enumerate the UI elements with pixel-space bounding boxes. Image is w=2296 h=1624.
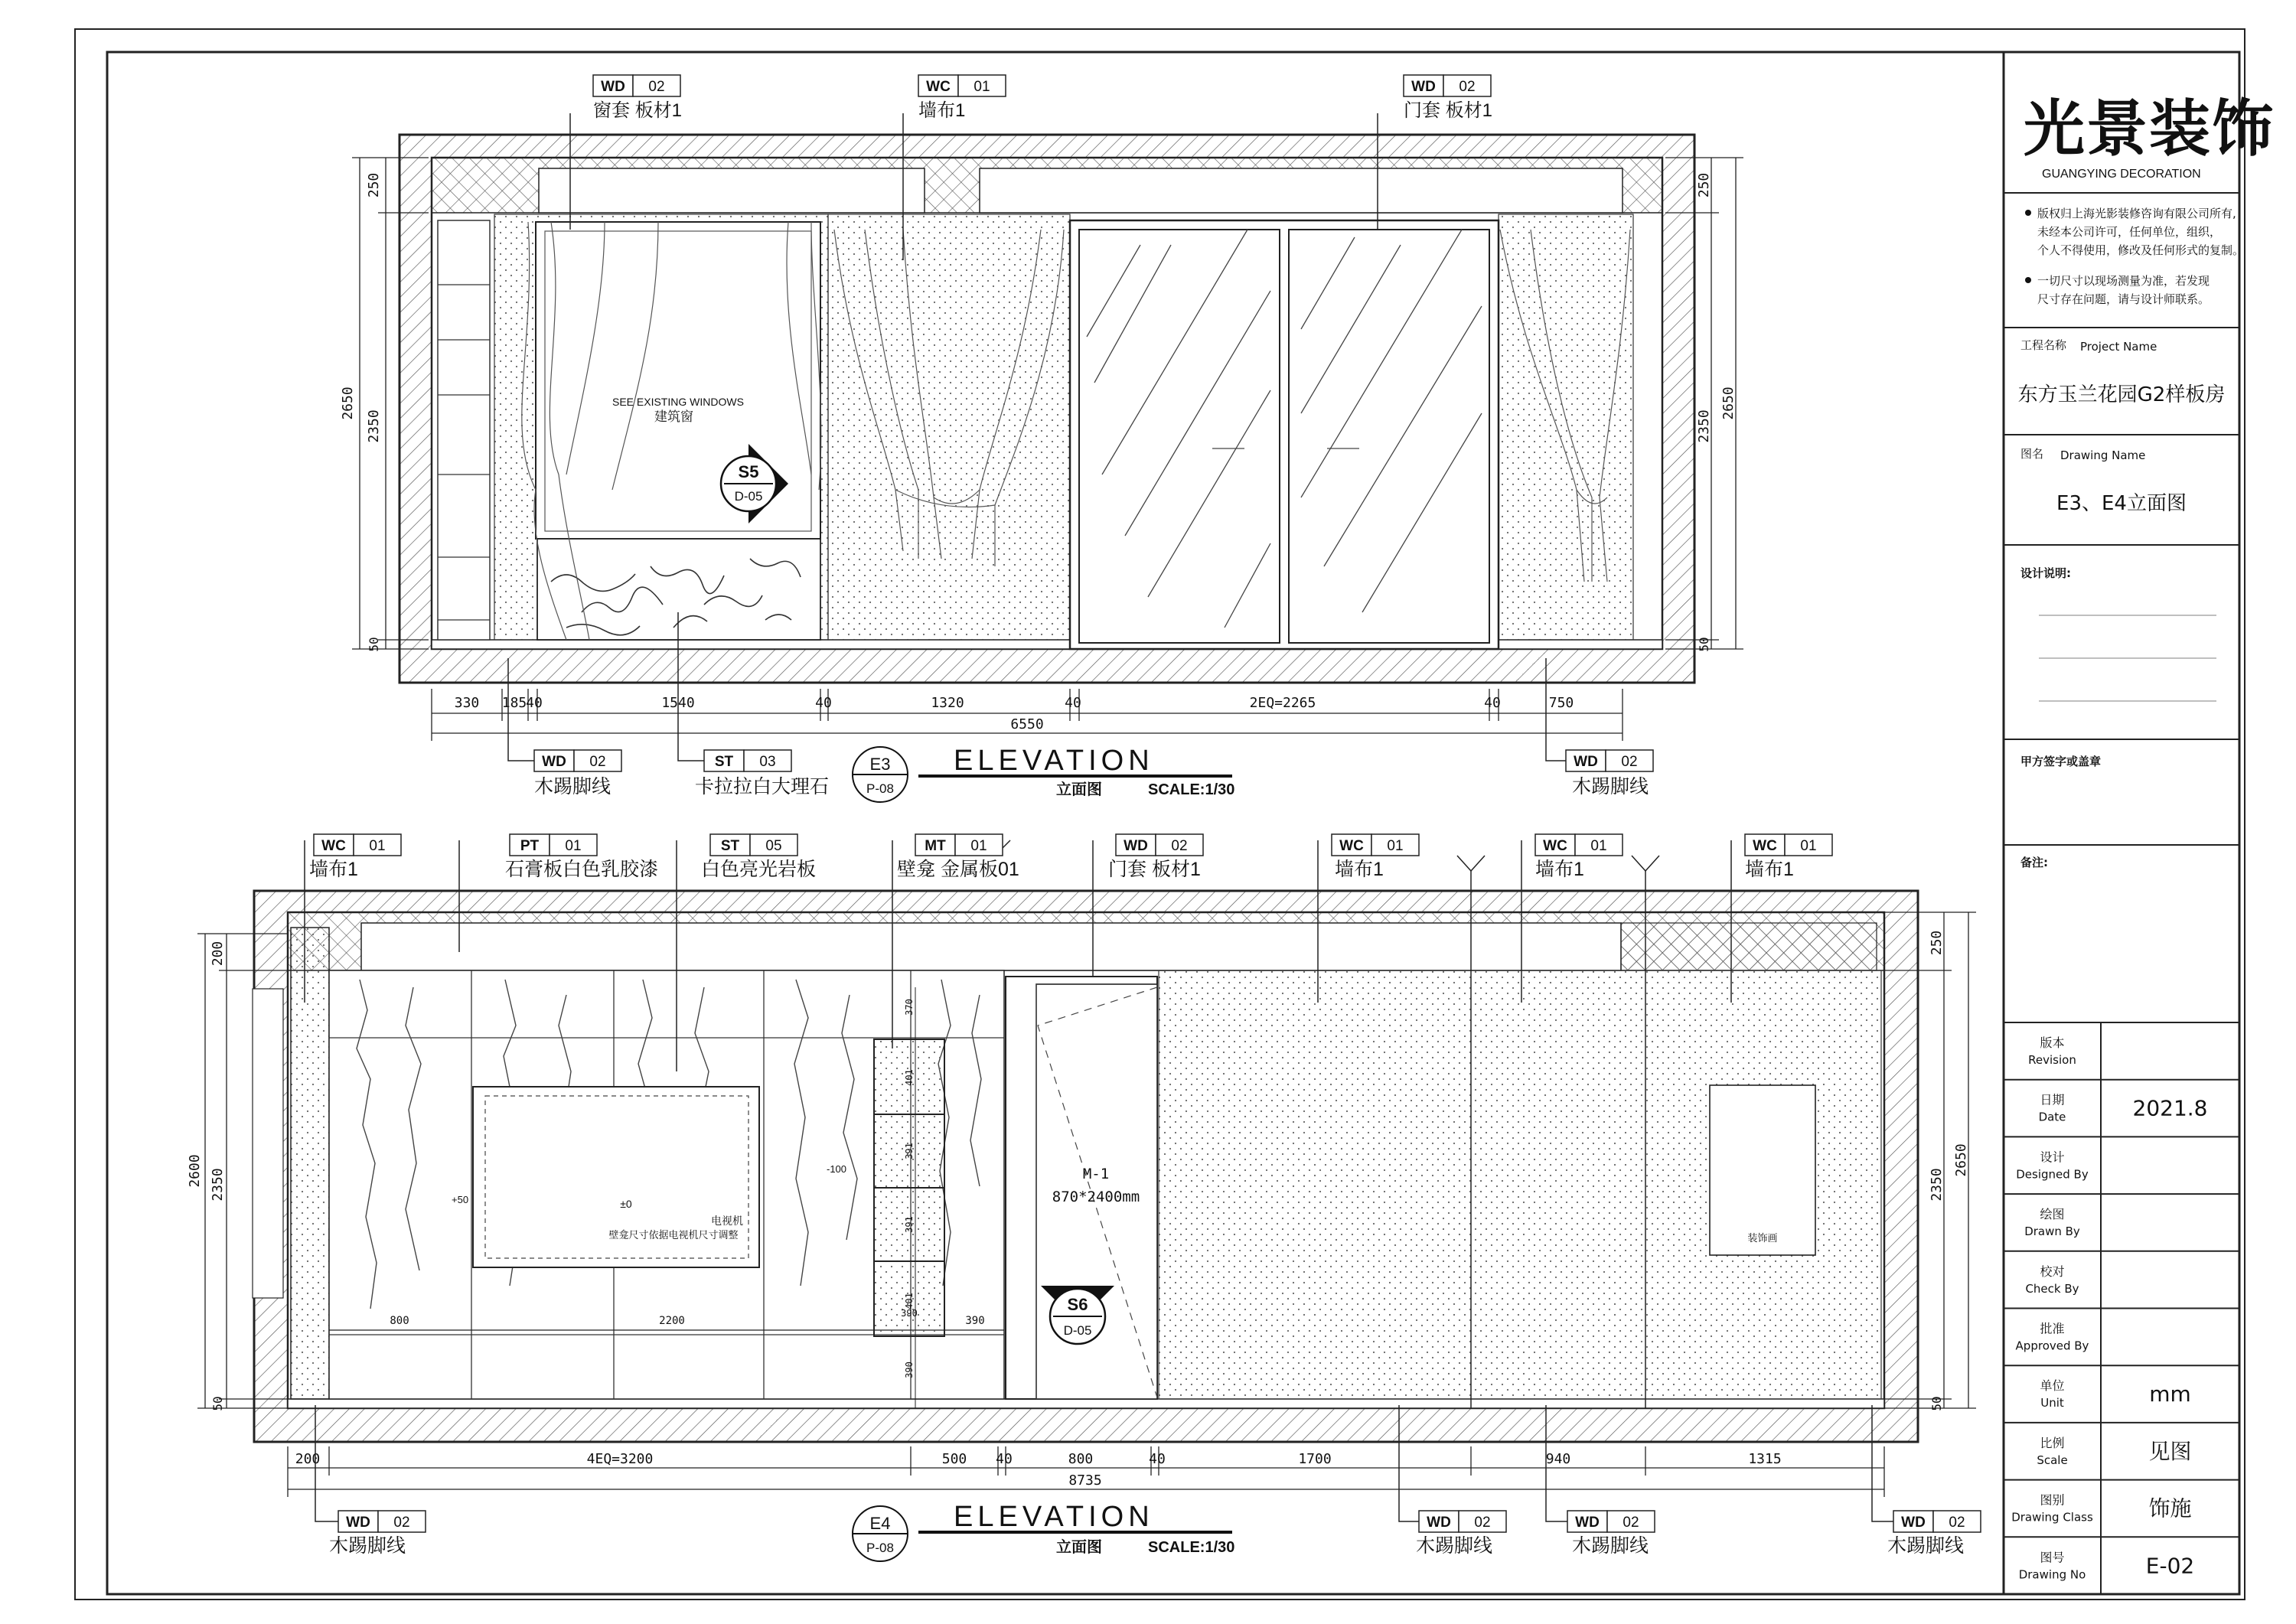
svg-text:01: 01 — [1590, 838, 1607, 854]
e4-tag-6-label: 墙布1 — [1335, 859, 1384, 880]
project-name: 东方玉兰花园G2样板房 — [2017, 383, 2226, 406]
e4-section-ref: D-05 — [1063, 1323, 1092, 1338]
e4-dim-b0: 200 — [295, 1451, 321, 1467]
design-notes-label: 设计说明: — [2020, 566, 2071, 580]
drawing-label-en: Drawing Name — [2060, 448, 2146, 462]
svg-text:02: 02 — [1474, 1515, 1491, 1531]
e3-ceiling-recess-right — [980, 168, 1623, 213]
elevation-e4 — [187, 834, 1981, 1561]
e3-window-note-cn: 建筑窗 — [654, 409, 693, 424]
e3-subtitle: 立面图 — [1056, 781, 1102, 798]
e3-scale: SCALE:1/30 — [1148, 781, 1235, 798]
e4-dim-right-skirting: 50 — [1929, 1396, 1944, 1411]
e3-left-shelf — [438, 220, 490, 640]
row-label-cn: 比例 — [2040, 1435, 2065, 1450]
e3-dim-left-ceiling: 250 — [366, 172, 382, 198]
row-label-cn: 单位 — [2040, 1378, 2065, 1394]
svg-text:WD: WD — [1901, 1515, 1926, 1531]
note-bullet-icon — [2025, 210, 2031, 216]
e4-tag-4 — [897, 834, 1019, 880]
e4-dim-total: 8735 — [1068, 1472, 1102, 1489]
e3-dim-b9: 750 — [1548, 695, 1574, 711]
e3-tag-1-label: 窗套 板材1 — [593, 100, 683, 121]
row-label-cn: 日期 — [2040, 1092, 2065, 1107]
svg-text:WD: WD — [1574, 754, 1598, 770]
drawing-label-cn: 图名 — [2020, 447, 2044, 461]
svg-text:WD: WD — [601, 79, 625, 95]
e4-dim-b7: 940 — [1545, 1451, 1571, 1467]
svg-text:03: 03 — [759, 754, 776, 770]
e3-dim-b4: 40 — [815, 695, 832, 711]
e4-btag-2 — [1416, 1511, 1506, 1557]
row-label-cn: 校对 — [2040, 1264, 2065, 1279]
e3-dim-left-outer: 2650 — [340, 386, 356, 420]
e4-tv-note: 壁龛尺寸依据电视机尺寸调整 — [608, 1229, 739, 1241]
e4-dim-left-ceiling: 200 — [210, 941, 226, 967]
svg-text:01: 01 — [974, 79, 990, 95]
row-label-en: Approved By — [2015, 1339, 2089, 1353]
svg-text:01: 01 — [565, 838, 582, 854]
e3-dim-b8: 40 — [1484, 695, 1501, 711]
svg-text:01: 01 — [1800, 838, 1817, 854]
drawing-name: E3、E4立面图 — [2056, 492, 2187, 515]
e3-btag-3 — [1566, 750, 1653, 797]
e4-tag-5 — [1108, 834, 1203, 880]
e4-title-tag-id: E4 — [869, 1514, 891, 1533]
e3-wall-fabric-right — [1499, 214, 1633, 640]
e4-tag-2 — [505, 834, 658, 880]
row-label-en: Drawing No — [2018, 1567, 2086, 1582]
e4-niche-dim-5: 390 — [904, 1361, 915, 1378]
e4-dim-left-outer: 2600 — [187, 1154, 203, 1188]
e3-section-ref: D-05 — [734, 489, 763, 504]
e4-subtitle: 立面图 — [1056, 1539, 1102, 1556]
e4-deco-painting — [1710, 1085, 1815, 1255]
e3-tag-2 — [918, 75, 1006, 121]
e4-dim-left-wall: 2350 — [210, 1168, 226, 1202]
e4-dim-b2: 500 — [941, 1451, 967, 1467]
e4-tag-6 — [1332, 834, 1419, 880]
e4-btag-1-label: 木踢脚线 — [329, 1535, 406, 1557]
row-label-cn: 版本 — [2040, 1035, 2065, 1050]
e4-left-column — [291, 928, 329, 1399]
e4-door-label: M-1 — [1082, 1166, 1110, 1182]
e4-tag-7 — [1535, 834, 1623, 880]
svg-text:01: 01 — [1387, 838, 1404, 854]
e3-sliding-door — [1070, 220, 1499, 649]
svg-text:WD: WD — [1427, 1515, 1451, 1531]
e4-dim-b8: 1315 — [1748, 1451, 1782, 1467]
remarks-label: 备注: — [2020, 856, 2048, 869]
row-label-cn: 批准 — [2040, 1321, 2065, 1336]
e4-title-word: ELEVATION — [954, 1501, 1154, 1533]
svg-text:02: 02 — [1171, 838, 1188, 854]
row-label-en: Date — [2038, 1110, 2066, 1124]
e3-dim-b2: 40 — [526, 695, 543, 711]
e3-dim-right-outer: 2650 — [1720, 386, 1737, 420]
svg-text:WC: WC — [321, 838, 346, 854]
e4-tag-7-label: 墙布1 — [1535, 859, 1584, 880]
e3-tag-2-label: 墙布1 — [918, 100, 966, 121]
e3-window-note-en: SEE EXISTING WINDOWS — [612, 396, 744, 408]
e4-deco-label: 装饰画 — [1747, 1232, 1778, 1244]
e4-btag-4 — [1887, 1511, 1981, 1557]
svg-text:MT: MT — [925, 838, 946, 854]
e3-dim-left-skirting: 50 — [367, 637, 381, 652]
note1-line3: 个人不得使用，修改及任何形式的复制。 — [2037, 243, 2245, 257]
e4-ceiling-right — [1621, 923, 1877, 970]
row-label-cn: 图号 — [2040, 1550, 2065, 1565]
elevation-e3 — [340, 75, 1743, 802]
e3-btag-2-label: 卡拉拉白大理石 — [695, 776, 830, 797]
note1-line2: 未经本公司许可，任何单位，组织， — [2037, 225, 2222, 239]
svg-text:02: 02 — [589, 754, 606, 770]
e4-dim-b5: 40 — [1149, 1451, 1166, 1467]
e3-btag-1-label: 木踢脚线 — [534, 776, 612, 797]
e3-title-word: ELEVATION — [954, 745, 1154, 777]
e4-left-jamb — [253, 989, 283, 1298]
e3-dim-b7: 2EQ=2265 — [1249, 695, 1316, 711]
row-label-en: Drawing Class — [2011, 1510, 2093, 1525]
e4-dim-b6: 1700 — [1298, 1451, 1332, 1467]
e4-dim-b1: 4EQ=3200 — [586, 1451, 654, 1467]
e4-skirting — [288, 1399, 1884, 1408]
svg-text:WC: WC — [1543, 838, 1567, 854]
e3-dim-b0: 330 — [454, 695, 480, 711]
row-value: mm — [2149, 1381, 2191, 1407]
svg-text:WD: WD — [542, 754, 566, 770]
e4-scale: SCALE:1/30 — [1148, 1539, 1235, 1556]
brand-logo: 光景装饰 — [2024, 95, 2275, 163]
e3-dim-b6: 40 — [1065, 695, 1081, 711]
e3-tag-1 — [593, 75, 682, 121]
e4-tag-3-label: 白色亮光岩板 — [701, 859, 817, 880]
project-label-en: Project Name — [2080, 340, 2157, 354]
e4-dim-b3: 40 — [996, 1451, 1013, 1467]
e4-door-size: 870*2400mm — [1052, 1189, 1140, 1205]
note2-line1: 一切尺寸以现场测量为准，若发现 — [2037, 274, 2210, 288]
e3-tag-3-label: 门套 板材1 — [1404, 100, 1493, 121]
e3-bottom-dim-lines — [432, 689, 1623, 741]
e4-tag-4-label: 壁龛 金属板01 — [897, 859, 1019, 880]
e3-dim-total: 6550 — [1010, 716, 1044, 732]
svg-text:WC: WC — [1753, 838, 1777, 854]
note-bullet-icon — [2025, 277, 2031, 283]
title-block — [2004, 52, 2275, 1594]
e3-ceiling-recess-left — [539, 168, 925, 213]
e4-btag-2-label: 木踢脚线 — [1416, 1535, 1493, 1557]
e4-dim-right-outer: 2650 — [1953, 1143, 1969, 1177]
e4-tag-1 — [309, 834, 401, 880]
e3-dim-right-skirting: 50 — [1697, 637, 1711, 652]
e4-btag-1 — [329, 1511, 426, 1557]
e4-offset-plus: +50 — [452, 1194, 469, 1205]
e4-title — [853, 1501, 1234, 1561]
row-value: 见图 — [2148, 1438, 2192, 1464]
e3-title-tag-id: E3 — [869, 755, 891, 774]
e4-tag-2-label: 石膏板白色乳胶漆 — [505, 859, 659, 880]
e3-btag-2 — [695, 750, 829, 797]
row-value: 2021.8 — [2132, 1095, 2208, 1121]
svg-text:WD: WD — [1575, 1515, 1600, 1531]
e4-dim-left-skirting: 50 — [210, 1396, 225, 1411]
e4-dim-right-wall: 2350 — [1929, 1168, 1945, 1202]
row-label-en: Drawn By — [2024, 1225, 2080, 1239]
e3-dim-b3: 1540 — [661, 695, 695, 711]
svg-text:PT: PT — [520, 838, 540, 854]
row-label-cn: 绘图 — [2040, 1207, 2065, 1222]
e3-dim-left-wall: 2350 — [366, 409, 382, 443]
e4-niche-dim-2: 391 — [904, 1143, 915, 1159]
e4-btag-3 — [1567, 1511, 1655, 1557]
e3-btag-3-label: 木踢脚线 — [1572, 776, 1649, 797]
e4-tag-3 — [701, 834, 816, 880]
e4-dim-b4: 800 — [1068, 1451, 1094, 1467]
e4-niche-dim-3: 391 — [904, 1216, 915, 1233]
e4-tv-zero: ±0 — [620, 1198, 632, 1210]
svg-text:02: 02 — [1621, 754, 1638, 770]
row-label-cn: 图别 — [2040, 1492, 2065, 1508]
svg-text:WC: WC — [926, 79, 951, 95]
row-value: E-02 — [2145, 1553, 2195, 1579]
row-label-en: Designed By — [2016, 1167, 2089, 1182]
e4-niche-dim-1: 401 — [904, 1069, 915, 1086]
svg-text:WD: WD — [1124, 838, 1148, 854]
e4-inner-dim-2: 390 — [965, 1315, 985, 1327]
e4-btag-4-label: 木踢脚线 — [1887, 1535, 1965, 1557]
project-label-cn: 工程名称 — [2020, 338, 2067, 352]
e4-section-id: S6 — [1067, 1295, 1088, 1314]
svg-text:WD: WD — [346, 1515, 370, 1531]
svg-text:01: 01 — [970, 838, 987, 854]
client-sign-label: 甲方签字或盖章 — [2020, 755, 2102, 768]
svg-text:ST: ST — [714, 754, 734, 770]
svg-text:02: 02 — [1623, 1515, 1639, 1531]
e4-dim-right-ceiling: 250 — [1929, 930, 1945, 956]
svg-text:WC: WC — [1339, 838, 1364, 854]
e3-section-id: S5 — [738, 462, 759, 481]
e3-btag-1 — [534, 750, 621, 797]
e4-btag-3-label: 木踢脚线 — [1572, 1535, 1649, 1557]
svg-text:02: 02 — [648, 79, 665, 95]
row-label-cn: 设计 — [2040, 1150, 2065, 1165]
svg-text:02: 02 — [393, 1515, 410, 1531]
brand-name-en: GUANGYING DECORATION — [2042, 168, 2201, 181]
e3-dim-right-wall: 2350 — [1696, 409, 1712, 443]
e4-ceiling-recess — [361, 923, 1621, 970]
e4-niche-width: 390 — [901, 1308, 918, 1319]
svg-text:WD: WD — [1411, 79, 1436, 95]
e4-tv-label: 电视机 — [711, 1215, 743, 1227]
e3-title — [853, 745, 1234, 802]
svg-text:02: 02 — [1949, 1515, 1965, 1531]
svg-text:02: 02 — [1459, 79, 1476, 95]
row-label-en: Unit — [2040, 1396, 2064, 1410]
note2-line2: 尺寸存在问题，请与设计师联系。 — [2037, 292, 2210, 306]
e4-tag-8 — [1745, 834, 1832, 880]
e4-tag-8-label: 墙布1 — [1745, 859, 1794, 880]
row-label-en: Revision — [2028, 1053, 2076, 1067]
e4-offset-minus: -100 — [827, 1163, 847, 1175]
e4-tag-1-label: 墙布1 — [309, 859, 358, 880]
svg-text:05: 05 — [765, 838, 782, 854]
e3-dim-b1: 185 — [501, 695, 527, 711]
row-label-en: Scale — [2037, 1453, 2068, 1467]
e4-inner-dim-0: 800 — [390, 1315, 409, 1327]
e3-dim-b5: 1320 — [931, 695, 964, 711]
row-label-en: Check By — [2025, 1281, 2079, 1296]
svg-text:ST: ST — [720, 838, 740, 854]
e4-inner-dim-1: 2200 — [659, 1315, 685, 1327]
svg-text:01: 01 — [369, 838, 386, 854]
row-value: 饰施 — [2148, 1495, 2192, 1521]
e3-tag-3 — [1404, 75, 1492, 121]
e4-niche-dim-4: 401 — [904, 1293, 915, 1309]
e4-title-tag-ref: P-08 — [866, 1541, 894, 1555]
e3-title-tag-ref: P-08 — [866, 781, 894, 796]
e4-tag-5-label: 门套 板材1 — [1108, 859, 1201, 880]
e3-dim-right-ceiling: 250 — [1696, 172, 1712, 198]
note1-line1: 版权归上海光影装修咨询有限公司所有, — [2037, 207, 2236, 220]
e4-niche-dim-0: 370 — [904, 999, 915, 1016]
